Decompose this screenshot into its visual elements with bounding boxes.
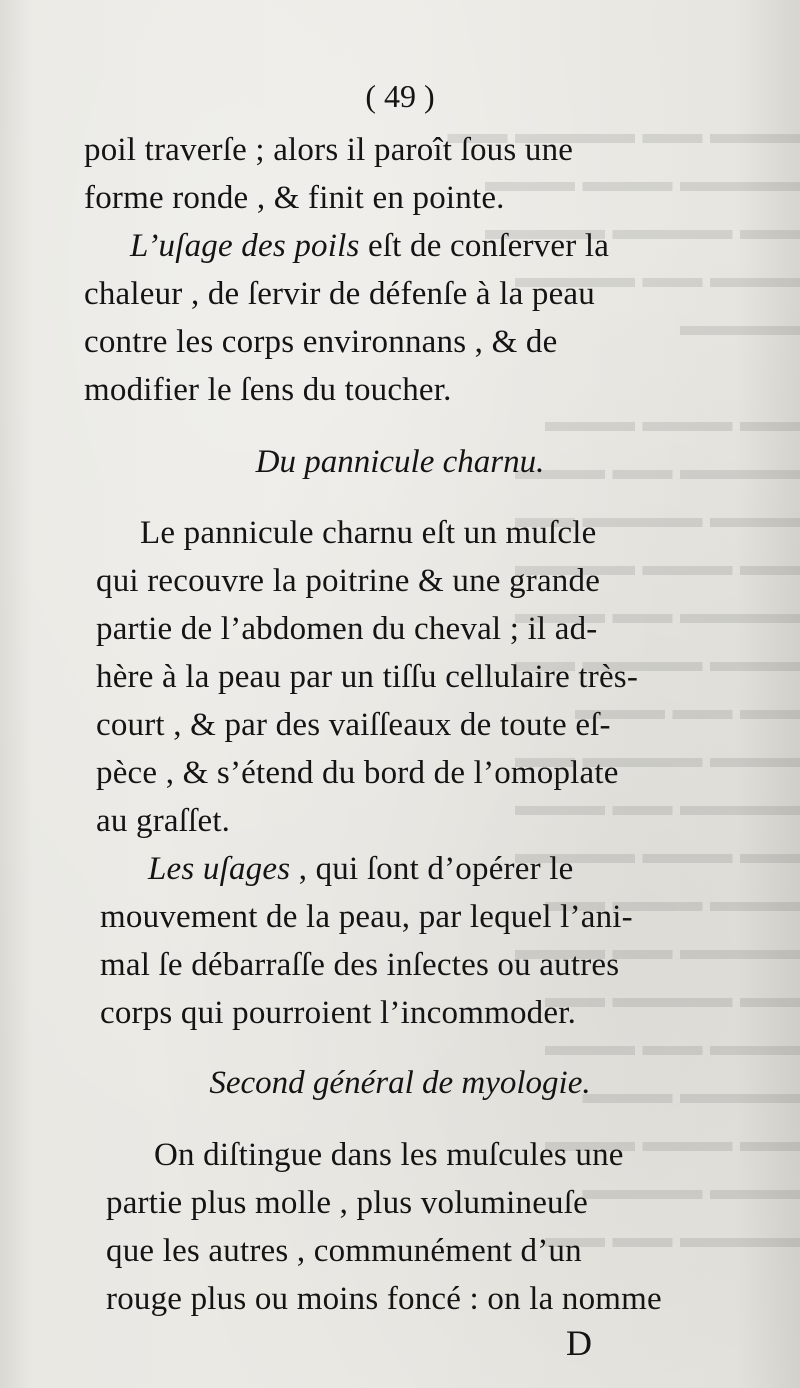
text-line: rouge plus ou moins foncé : on la nomme: [106, 1281, 662, 1317]
text-line: forme ronde , & finit en pointe.: [84, 180, 505, 216]
text-line: chaleur , de ſervir de défenſe à la peau: [84, 276, 595, 312]
text-line: [130, 228, 609, 265]
text-line: On diſtingue dans les muſcules une: [154, 1137, 624, 1173]
text-line: contre les corps environnans , & de: [84, 324, 558, 360]
text-line: modifier le ſens du toucher.: [84, 372, 452, 408]
text-line: mouvement de la peau, par lequel l’ani-: [100, 899, 633, 935]
text-line: que les autres , communément d’un: [106, 1233, 582, 1269]
text-line: pèce , & s’étend du bord de l’omoplate: [96, 755, 619, 791]
italic-phrase: Les uſages: [148, 851, 291, 887]
text-line: au graſſet.: [96, 803, 231, 839]
text-line: partie plus molle , plus volumineuſe: [106, 1185, 588, 1221]
italic-phrase: L’uſage des poils: [130, 228, 360, 264]
text-line: court , & par des vaiſſeaux de toute eſ-: [96, 707, 611, 743]
reverse-side-bleed-through: ▬▬▬ ▬▬ ▬▬▬▬ ▬▬ ▬▬▬▬ ▬▬▬ ▬▬▬ ▬▬ ▬▬▬▬ ▬▬▬▬ ▬▬▬ ▬▬ ▬▬▬▬ ▬▬▬▬ ▬▬ ▬▬▬ ▬▬▬ ▬▬▬▬ ▬▬ ▬▬▬ ▬▬▬ ▬▬▬▬ ▬▬ ▬▬ ▬▬▬ ▬▬▬▬ ▬▬▬▬ ▬▬ ▬▬▬ ▬▬▬ ▬▬▬▬ ▬▬ ▬▬ ▬▬ ▬▬▬ ▬▬▬ ▬▬▬▬ ▬▬ ▬▬▬▬ ▬▬ ▬▬▬ ▬▬ ▬▬▬ ▬▬▬▬ ▬▬▬ ▬▬▬ ▬▬ ▬▬▬▬ ▬▬ ▬▬▬ ▬▬ ▬▬▬▬ ▬▬ ▬▬▬ ▬▬ ▬▬▬ ▬▬▬▬ ▬▬▬ ▬▬ ▬▬▬ ▬▬▬ ▬▬▬ ▬▬▬▬ ▬▬▬▬ ▬▬ ▬▬: [447, 117, 800, 1254]
text-line: Le pannicule charnu eſt un muſcle: [140, 515, 597, 551]
page-number: ( 49 ): [365, 78, 435, 114]
text-line: [148, 851, 573, 888]
text-line: qui recouvre la poitrine & une grande: [96, 563, 601, 599]
signature-mark: D: [566, 1323, 592, 1363]
text-line: hère à la peau par un tiſſu cellulaire très-: [96, 659, 639, 695]
section-heading: Du pannicule charnu.: [255, 444, 545, 480]
text-line: mal ſe débarraſſe des inſectes ou autres: [100, 947, 620, 983]
text-run: eſt de conſerver la: [359, 228, 610, 264]
text-line: poil traverſe ; alors il paroît ſous une: [84, 132, 574, 168]
text-line: corps qui pourroient l’incommoder.: [100, 995, 577, 1031]
text-run: , qui ſont d’opérer le: [290, 851, 574, 887]
text-line: partie de l’abdomen du cheval ; il ad-: [96, 611, 598, 647]
section-heading: Second général de myologie.: [209, 1065, 591, 1101]
